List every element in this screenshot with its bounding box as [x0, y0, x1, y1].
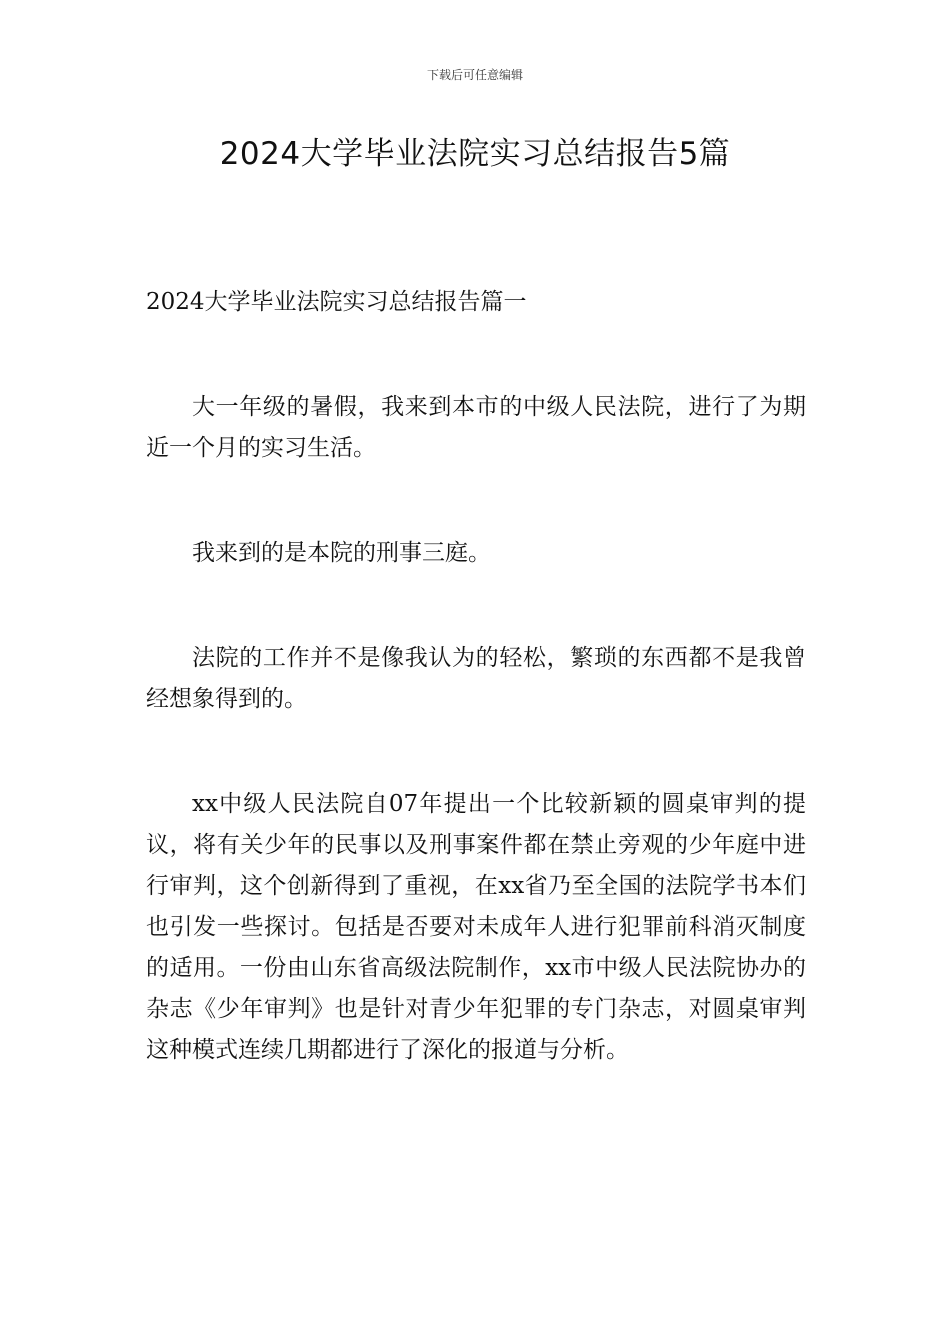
document-title: 2024大学毕业法院实习总结报告5篇 [219, 136, 731, 172]
paragraph-1: 大一年级的暑假，我来到本市的中级人民法院，进行了为期近一个月的实习生活。 [146, 394, 806, 461]
document-body [146, 282, 806, 1071]
page-header-note: 下载后可任意编辑 [426, 68, 523, 82]
paragraph-2: 我来到的是本院的刑事三庭。 [192, 540, 491, 566]
section-heading: 2024大学毕业法院实习总结报告篇一 [146, 289, 527, 315]
paragraph-3: 法院的工作并不是像我认为的轻松，繁琐的东西都不是我曾经想象得到的。 [146, 645, 806, 712]
paragraph-4: xx中级人民法院自07年提出一个比较新颖的圆桌审判的提议，将有关少年的民事以及刑事案件都在禁止旁观的少年庭中进行审判，这个创新得到了重视，在xx省乃至全国的法院学书本们也引发一些探讨。包括是否要对未成年人进行犯罪前科消灭制度的适用。一份由山东省高级法院制作，xx市中级人民法院协办的杂志《少年审判》也是针对青少年犯罪的专门杂志，对圆桌审判这种模式连续几期都进行了深化的报道与分析。 [146, 791, 806, 1063]
